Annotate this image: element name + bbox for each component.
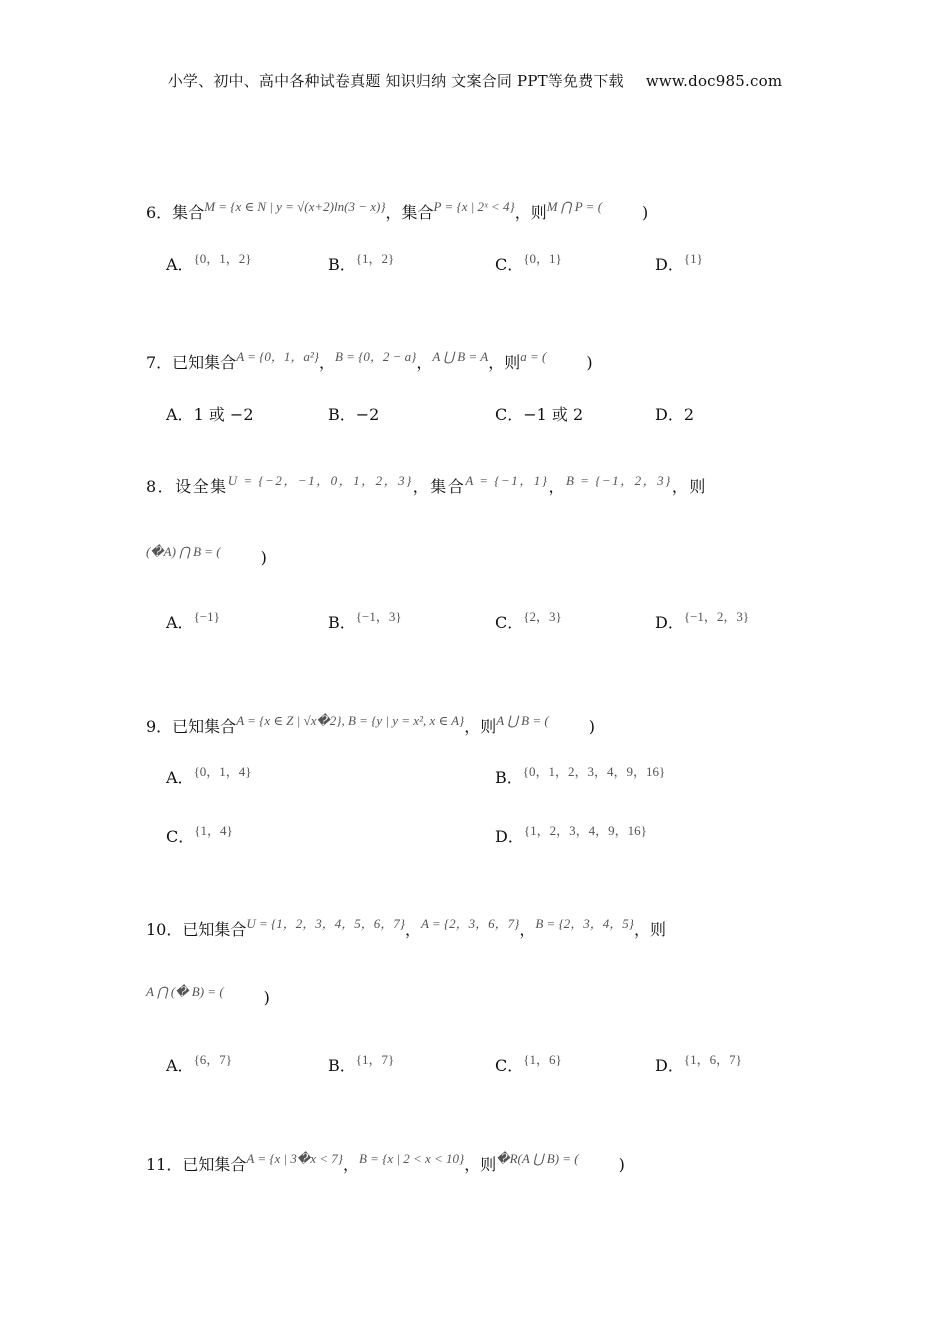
q6-mid: ，集合 [385, 203, 434, 222]
q6-option-b [328, 252, 394, 275]
header-site: www.doc985.com [645, 72, 783, 90]
q6-p-set: P = {x | 2ˣ < 4} [433, 199, 515, 214]
option-text: −2 [355, 405, 380, 424]
q10-line2: A ⋂ (� B) = ( [146, 984, 224, 999]
q7-prefix: 7．已知集合 [146, 353, 237, 372]
q11-prefix: 11．已知集合 [146, 1155, 247, 1174]
q8-option-c [495, 610, 562, 633]
question-6 [146, 200, 648, 223]
q7-option-d [655, 402, 694, 425]
option-text: {−1，2，3} [683, 609, 750, 624]
q9-sets: A = {x ∈ Z | √x�2}, B = {y | y = x², x ∈ A} [236, 713, 465, 728]
q8-u-set: U = {−2，−1，0，1，2，3} [227, 473, 413, 488]
q6-m-set: M = {x ∈ N | y = √(x+2)ln(3 − x)} [204, 199, 386, 214]
option-label: B． [495, 768, 523, 787]
option-label: A． [166, 1056, 194, 1075]
q10-a-set: A = {2，3，6，7} [420, 916, 520, 931]
q9-then: ，则 [464, 717, 497, 736]
option-label: A． [166, 405, 194, 424]
q8-a-set: A = {−1，1} [465, 473, 549, 488]
q8-option-d [655, 610, 749, 633]
q10-option-a [166, 1053, 232, 1076]
q11-sep: ， [342, 1155, 359, 1174]
q6-option-a [166, 252, 252, 275]
q10-close: ) [263, 988, 270, 1007]
option-text: {6，7} [193, 1052, 233, 1067]
q8-then: ，则 [671, 477, 707, 496]
option-text: {0，1，2，3，4，9，16} [522, 764, 666, 779]
option-label: A． [166, 613, 194, 632]
q11-a-set: A = {x | 3�x < 7} [246, 1151, 343, 1166]
q9-option-d [495, 824, 647, 847]
option-text: −1 或 2 [523, 405, 584, 424]
q8-line2: (�A) ⋂ B = ( [146, 544, 221, 559]
option-label: B． [328, 1056, 356, 1075]
option-text: 1 或 −2 [193, 405, 254, 424]
option-text: {−1，3} [355, 609, 402, 624]
q9-option-a [166, 765, 252, 788]
option-label: A． [166, 255, 194, 274]
question-10-line2 [146, 984, 270, 1007]
option-label: A． [166, 768, 194, 787]
option-text: {2，3} [523, 609, 562, 624]
option-label: D． [655, 405, 684, 424]
option-label: C． [495, 255, 524, 274]
q8-option-b [328, 610, 402, 633]
q10-option-d [655, 1053, 742, 1076]
q8-option-a [166, 610, 220, 633]
q7-option-b [328, 402, 379, 425]
option-text: {0，1，2} [193, 251, 252, 266]
q9-option-b [495, 765, 665, 788]
q7-sep2: ， [416, 353, 433, 372]
q6-option-c [495, 252, 562, 275]
q9-prefix: 9．已知集合 [146, 717, 237, 736]
q7-close: ) [586, 353, 593, 372]
option-text: {−1} [193, 609, 220, 624]
q6-close: ) [642, 203, 649, 222]
page-header [0, 70, 950, 91]
q11-close: ) [618, 1155, 625, 1174]
q10-sep1: ， [404, 920, 421, 939]
option-text: {1} [683, 251, 703, 266]
q10-b-set: B = {2，3，4，5} [535, 916, 634, 931]
q6-prefix: 6．集合 [146, 203, 205, 222]
q10-prefix: 10．已知集合 [146, 920, 247, 939]
option-label: B． [328, 255, 356, 274]
question-8 [146, 474, 707, 497]
q9-ask: A ⋃ B = ( [496, 713, 549, 728]
q7-cond: A ⋃ B = A [432, 349, 489, 364]
q7-then: ，则 [488, 353, 521, 372]
q9-option-c [166, 824, 233, 847]
q8-prefix: 8．设全集 [146, 477, 228, 496]
option-label: D． [655, 613, 684, 632]
q6-option-d [655, 252, 703, 275]
option-label: C． [166, 827, 195, 846]
q6-ask: M ⋂ P = ( [546, 199, 603, 214]
q8-sep: ， [548, 477, 566, 496]
option-label: B． [328, 613, 356, 632]
q7-a-set: A = {0，1，a²} [236, 349, 319, 364]
option-label: B． [328, 405, 356, 424]
question-7 [146, 350, 593, 373]
q11-b-set: B = {x | 2 < x < 10} [358, 1151, 465, 1166]
q6-then: ，则 [514, 203, 547, 222]
q8-close: ) [260, 548, 267, 567]
option-label: C． [495, 1056, 524, 1075]
option-text: {1，6} [523, 1052, 562, 1067]
q10-then: ，则 [633, 920, 666, 939]
option-text: {1，2，3，4，9，16} [523, 823, 647, 838]
option-label: C． [495, 405, 524, 424]
q10-u-set: U = {1，2，3，4，5，6，7} [246, 916, 405, 931]
option-text: {0，1，4} [193, 764, 252, 779]
q8-b-set: B = {−1，2，3} [565, 473, 672, 488]
option-text: {1，7} [355, 1052, 395, 1067]
q10-sep2: ， [519, 920, 536, 939]
header-text: 小学、初中、高中各种试卷真题 知识归纳 文案合同 PPT等免费下载 [167, 72, 624, 90]
option-label: D． [495, 827, 524, 846]
q7-option-c [495, 402, 583, 425]
question-10 [146, 917, 666, 940]
question-8-line2 [146, 544, 267, 567]
question-11 [146, 1152, 625, 1175]
option-text: {1，4} [194, 823, 233, 838]
q10-option-b [328, 1053, 394, 1076]
q7-sep1: ， [318, 353, 335, 372]
option-label: D． [655, 1056, 684, 1075]
option-label: D． [655, 255, 684, 274]
option-text: {0，1} [523, 251, 562, 266]
option-text: 2 [683, 405, 695, 424]
q7-b-set: B = {0，2 − a} [334, 349, 417, 364]
question-9 [146, 714, 595, 737]
q8-mid: ，集合 [412, 477, 466, 496]
q7-option-a [166, 402, 254, 425]
option-text: {1，6，7} [683, 1052, 742, 1067]
q11-ask: �R(A ⋃ B) = ( [496, 1151, 579, 1166]
option-label: C． [495, 613, 524, 632]
option-text: {1，2} [355, 251, 395, 266]
q11-then: ，则 [464, 1155, 497, 1174]
q10-option-c [495, 1053, 562, 1076]
q9-close: ) [588, 717, 595, 736]
q7-ask: a = ( [520, 349, 547, 364]
